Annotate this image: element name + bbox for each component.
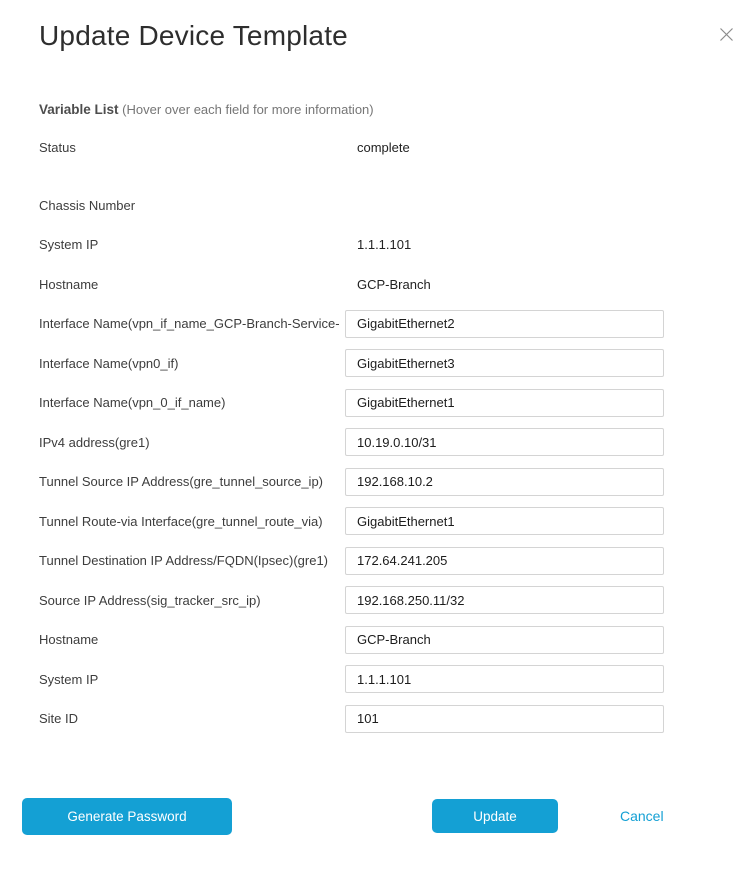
hostname-input[interactable] [345, 626, 664, 654]
row-chassis-number [39, 191, 752, 219]
field-label: Interface Name(vpn0_if) [39, 355, 179, 371]
variable-list-header [39, 102, 752, 117]
field-label: Interface Name(vpn_0_if_name) [39, 395, 226, 410]
system-ip-input[interactable] [345, 665, 664, 693]
row-source-ip-sig-tracker [39, 586, 752, 614]
system-ip-value: 1.1.1.101 [357, 237, 412, 252]
row-ipv4-address-gre1 [39, 428, 752, 456]
cancel-button[interactable]: Cancel [614, 807, 670, 825]
tunnel-source-ip-input[interactable] [345, 468, 664, 496]
update-button[interactable]: Update [432, 799, 558, 833]
variable-rows [0, 133, 752, 733]
field-label: Tunnel Destination IP Address/FQDN(Ipsec)(gre1) [39, 553, 329, 568]
source-ip-sig-tracker-input[interactable] [345, 586, 664, 614]
tunnel-route-via-input[interactable] [345, 507, 664, 535]
field-label: Chassis Number [39, 197, 136, 213]
field-label: Hostname [39, 276, 99, 292]
row-tunnel-source-ip [39, 468, 752, 496]
row-site-id [39, 705, 752, 733]
interface-name-service-input[interactable] [345, 310, 664, 338]
close-icon[interactable] [718, 26, 734, 42]
field-label: System IP [39, 237, 99, 252]
field-label: Source IP Address(sig_tracker_src_ip) [39, 592, 261, 608]
variable-list-hint: (Hover over each field for more information) [122, 102, 374, 117]
row-hostname-static [39, 270, 752, 298]
row-system-ip-static [39, 231, 752, 259]
row-interface-name-vpn0-if [39, 349, 752, 377]
row-tunnel-route-via [39, 507, 752, 535]
site-id-input[interactable] [345, 705, 664, 733]
row-system-ip-input [39, 665, 752, 693]
interface-name-vpn0-if-input[interactable] [345, 349, 664, 377]
field-label: Tunnel Route-via Interface(gre_tunnel_route_via) [39, 513, 323, 529]
dialog-footer [22, 798, 752, 835]
row-interface-name-vpn-0-if-name [39, 389, 752, 417]
row-tunnel-destination-ip [39, 547, 752, 575]
row-interface-name-service [39, 310, 752, 338]
field-label: Site ID [39, 711, 79, 726]
field-label: Hostname [39, 632, 99, 647]
field-label: Interface Name(vpn_if_name_GCP-Branch-Service- [39, 316, 340, 331]
field-label: Status [39, 139, 76, 155]
status-value: complete [357, 139, 410, 155]
variable-list-heading: Variable List [39, 102, 119, 117]
page-title: Update Device Template [39, 20, 348, 51]
field-label: IPv4 address(gre1) [39, 434, 150, 450]
tunnel-destination-ip-input[interactable] [345, 547, 664, 575]
interface-name-vpn-0-if-name-input[interactable] [345, 389, 664, 417]
generate-password-button[interactable]: Generate Password [22, 798, 232, 835]
field-label: Tunnel Source IP Address(gre_tunnel_source_ip) [39, 474, 324, 489]
row-hostname-input [39, 626, 752, 654]
row-status [39, 133, 752, 161]
hostname-value: GCP-Branch [357, 276, 431, 292]
ipv4-address-gre1-input[interactable] [345, 428, 664, 456]
update-device-template-dialog [0, 20, 752, 885]
field-label: System IP [39, 671, 99, 687]
